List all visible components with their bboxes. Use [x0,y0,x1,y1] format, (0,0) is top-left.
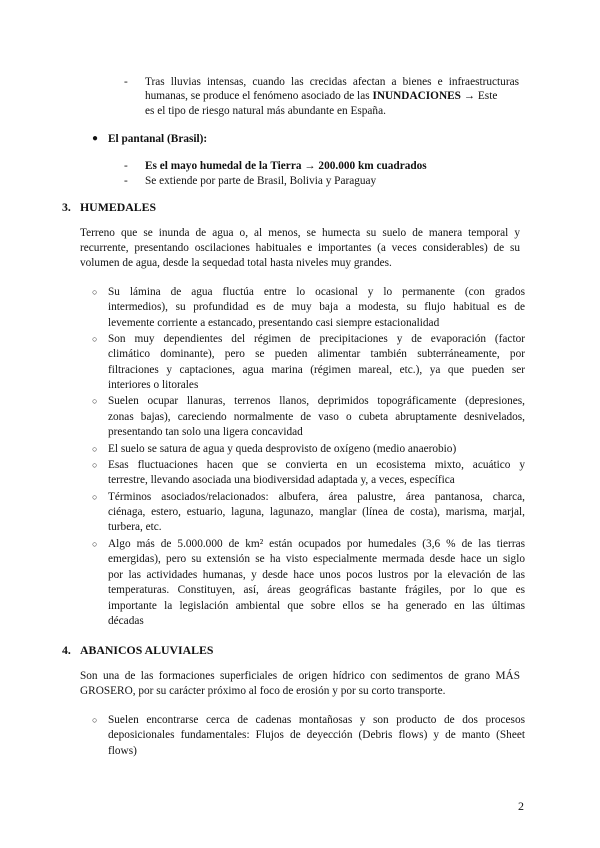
text-line: Algo más de 5.000.000 de km² están ocupados por humedales (3,6 % de las tierras [108,538,525,550]
circle-bullet-icon: ○ [92,334,98,344]
text-line: es el tipo de riesgo natural más abundante en España. [145,105,386,117]
circle-bullet-icon: ○ [92,492,98,502]
text-line: recurrente, presentando oscilaciones habituales e importantes (a veces considerables) de su [80,242,520,254]
text-line: terrestre, llevando asociada una biodiversidad adaptada y, a veces, específica [108,474,455,486]
text-line: Términos asociados/relacionados: albufera, área palustre, área pantanosa, charca, [108,491,525,503]
text-line: por las actividades humanas, y desde hace unos pocos lustros por la elevación de las [108,569,525,581]
circle-bullet-icon: ○ [92,539,98,549]
text-line: Terreno que se inunda de agua o, al menos, se humecta su suelo de manera temporal y [80,227,520,239]
text-line: El suelo se satura de agua y queda desprovisto de oxígeno (medio anaerobio) [108,443,457,455]
text-line: turbera, etc. [108,521,162,533]
section-heading: ABANICOS ALUVIALES [80,643,214,657]
text-line: interiores o litorales [108,379,199,391]
section-number: 4. [62,643,71,657]
text-line: Es el mayo humedal de la Tierra → 200.000 km cuadrados [145,160,427,172]
text-line: temperaturas. Constituyen, así, áreas geográficas bastante frágiles, por lo que es [108,584,525,596]
text-line: filtraciones y captaciones, agua marina (régimen mareal, etc.), ya que pueden ser [108,364,525,376]
circle-bullet-icon: ○ [92,287,98,297]
text-line: décadas [108,615,144,627]
text-line: Su lámina de agua fluctúa entre lo ocasional y lo permanente (con grados [108,286,525,298]
text-line: GROSERO, por su carácter próximo al foco de erosión y por su corto transporte. [80,685,446,697]
text-line: volumen de agua, desde la sequedad total hasta niveles muy grandes. [80,257,392,269]
text-line: ciénaga, estero, estuario, laguna, lagunazo, manglar (línea de costa), marisma, marjal, [108,506,525,518]
dash-bullet: - [124,76,128,88]
text-line: Son muy dependientes del régimen de precipitaciones y de evaporación (factor [108,333,525,345]
text-line: climático dominante), pero se pueden alimentar también subterráneamente, por [108,348,525,360]
text-line: intermedios), su profundidad es de muy baja a modesta, su flujo habitual es de [108,301,525,313]
text-line: flows) [108,745,137,757]
dash-bullet: - [124,175,128,187]
circle-bullet-icon: ○ [92,715,98,725]
text-line: Tras lluvias intensas, cuando las crecidas afectan a bienes e infraestructuras [145,76,519,88]
section-number: 3. [62,200,71,214]
circle-bullet-icon: ○ [92,444,98,454]
text-line: Son una de las formaciones superficiales de origen hídrico con sedimentos de grano MÁS [80,670,520,682]
text-line: emergidas), pero su extensión se ha visto especialmente mermada desde hace un siglo [108,553,525,565]
circle-bullet-icon: ○ [92,396,98,406]
page-number: 2 [518,799,524,813]
text-line: zonas bajas), careciendo normalmente de vaso o cubeta abruptamente desnivelados, [108,411,525,423]
text-line: Suelen ocupar llanuras, terrenos llanos, deprimidos topográficamente (depresiones, [108,395,525,407]
bullet-dot: ● [92,133,99,144]
text-line: Suelen encontrarse cerca de cadenas montañosas y son producto de dos procesos [108,714,525,726]
text-line: Se extiende por parte de Brasil, Bolivia y Paraguay [145,175,377,187]
text-line: humanas, se produce el fenómeno asociado de las INUNDACIONES → Este [145,90,498,102]
text-line: levemente corriente a estancado, presentando casi siempre estacionalidad [108,317,440,329]
text-line: importante la legislación ambiental que sobre ellos se ha generado en las últimas [108,600,525,612]
section-subtitle: El pantanal (Brasil): [108,133,208,145]
section-heading: HUMEDALES [80,200,157,214]
text-line: Esas fluctuaciones hacen que se convierta en un ecosistema mixto, acuático y [108,459,525,471]
text-line: deposicionales fundamentales: Flujos de deyección (Debris flows) y de manto (Sheet [108,729,525,741]
text-line: presentando tan solo una ligera concavidad [108,426,303,438]
dash-bullet: - [124,160,128,172]
circle-bullet-icon: ○ [92,460,98,470]
